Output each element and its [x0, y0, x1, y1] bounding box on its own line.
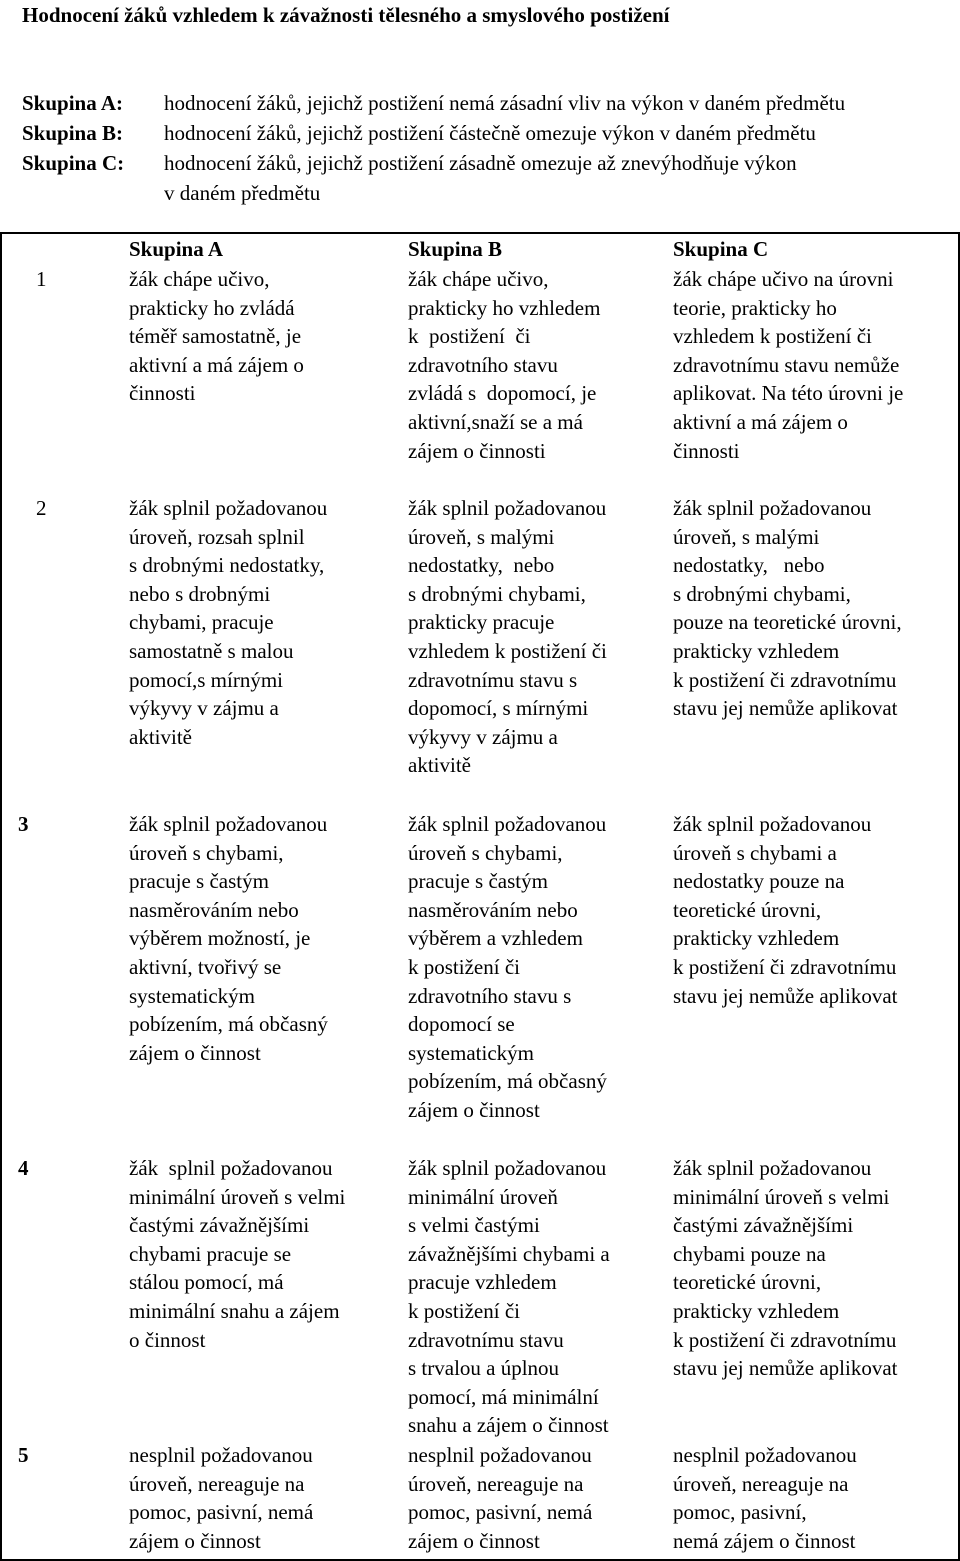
table-cell: žák chápe učivo na úrovni teorie, prakticky ho vzhledem k postižení či zdravotnímu stavu nemůže aplikovat. Na této úrovni je aktivní a má zájem o činnosti — [673, 267, 904, 463]
legend-row-a — [22, 88, 952, 118]
table-cell: žák splnil požadovanou úroveň s chybami, pracuje s častým nasměrováním nebo výběrem možností, je aktivní, tvořivý se systematickým pobízením, má občasný zájem o činnost — [129, 812, 328, 1065]
legend-row-c-continuation: v daném předmětu — [164, 181, 321, 205]
table-cell: nesplnil požadovanou úroveň, nereaguje na pomoc, pasivní, nemá zájem o činnost — [129, 1443, 314, 1553]
table-cell: žák splnil požadovanou minimální úroveň s velmi častými závažnějšími chybami pracuje se stálou pomocí, má minimální snahu a zájem o činnost — [129, 1156, 346, 1352]
table-cell: nesplnil požadovanou úroveň, nereaguje na pomoc, pasivní, nemá zájem o činnost — [408, 1443, 593, 1553]
table-border — [0, 232, 960, 234]
grade-number: 5 — [18, 1443, 29, 1467]
grade-number: 1 — [36, 267, 47, 291]
legend-key: Skupina C: — [22, 151, 125, 175]
legend-text: hodnocení žáků, jejichž postižení zásadně omezuje až znevýhodňuje výkon — [164, 151, 797, 175]
column-header-a: Skupina A — [129, 237, 223, 261]
table-border — [0, 232, 2, 1561]
legend-key: Skupina A: — [22, 91, 123, 115]
legend-text: hodnocení žáků, jejichž postižení částečně omezuje výkon v daném předmětu — [164, 121, 816, 145]
table-cell: žák splnil požadovanou úroveň, rozsah splnil s drobnými nedostatky, nebo s drobnými chybami, pracuje samostatně s malou pomocí,s mírnými výkyvy v zájmu a aktivitě — [129, 496, 328, 749]
grading-table — [0, 232, 960, 1561]
table-cell: žák splnil požadovanou minimální úroveň s velmi častými závažnějšími chybami pouze na teoretické úrovni, prakticky vzhledem k postižení či zdravotnímu stavu jej nemůže aplikovat — [673, 1156, 898, 1381]
grade-number: 2 — [36, 496, 47, 520]
legend-key: Skupina B: — [22, 121, 123, 145]
legend-row-c — [22, 148, 952, 178]
grade-number: 4 — [18, 1156, 29, 1180]
table-cell: nesplnil požadovanou úroveň, nereaguje na pomoc, pasivní, nemá zájem o činnost — [673, 1443, 857, 1553]
table-cell: žák splnil požadovanou úroveň, s malými nedostatky, nebo s drobnými chybami, pouze na teoretické úrovni, prakticky vzhledem k postižení či zdravotnímu stavu jej nemůže aplikovat — [673, 496, 902, 721]
legend-text: hodnocení žáků, jejichž postižení nemá zásadní vliv na výkon v daném předmětu — [164, 91, 846, 115]
grade-number: 3 — [18, 812, 29, 836]
page-title: Hodnocení žáků vzhledem k závažnosti tělesného a smyslového postižení — [22, 3, 670, 27]
table-cell: žák splnil požadovanou úroveň s chybami a nedostatky pouze na teoretické úrovni, prakticky vzhledem k postižení či zdravotnímu stavu jej nemůže aplikovat — [673, 812, 898, 1008]
column-header-c: Skupina C — [673, 237, 769, 261]
column-header-b: Skupina B — [408, 237, 502, 261]
table-cell: žák splnil požadovanou minimální úroveň s velmi častými závažnějšími chybami a pracuje vzhledem k postižení či zdravotnímu stavu s trvalou a úplnou pomocí, má minimální snahu a zájem o činnost — [408, 1156, 610, 1438]
table-cell: žák splnil požadovanou úroveň s chybami, pracuje s častým nasměrováním nebo výběrem a vzhledem k postižení či zdravotního stavu s dopomocí se systematickým pobízením, má občasný zájem o činnost — [408, 812, 607, 1122]
table-cell: žák splnil požadovanou úroveň, s malými nedostatky, nebo s drobnými chybami, prakticky pracuje vzhledem k postižení či zdravotnímu stavu s dopomocí, s mírnými výkyvy v zájmu a aktivitě — [408, 496, 607, 778]
legend-row-b — [22, 118, 952, 148]
table-cell: žák chápe učivo, prakticky ho zvládá téměř samostatně, je aktivní a má zájem o činnosti — [129, 267, 304, 406]
table-cell: žák chápe učivo, prakticky ho vzhledem k postižení či zdravotního stavu zvládá s dopomocí, je aktivní,snaží se a má zájem o činnosti — [408, 267, 601, 463]
group-legend — [22, 88, 952, 208]
